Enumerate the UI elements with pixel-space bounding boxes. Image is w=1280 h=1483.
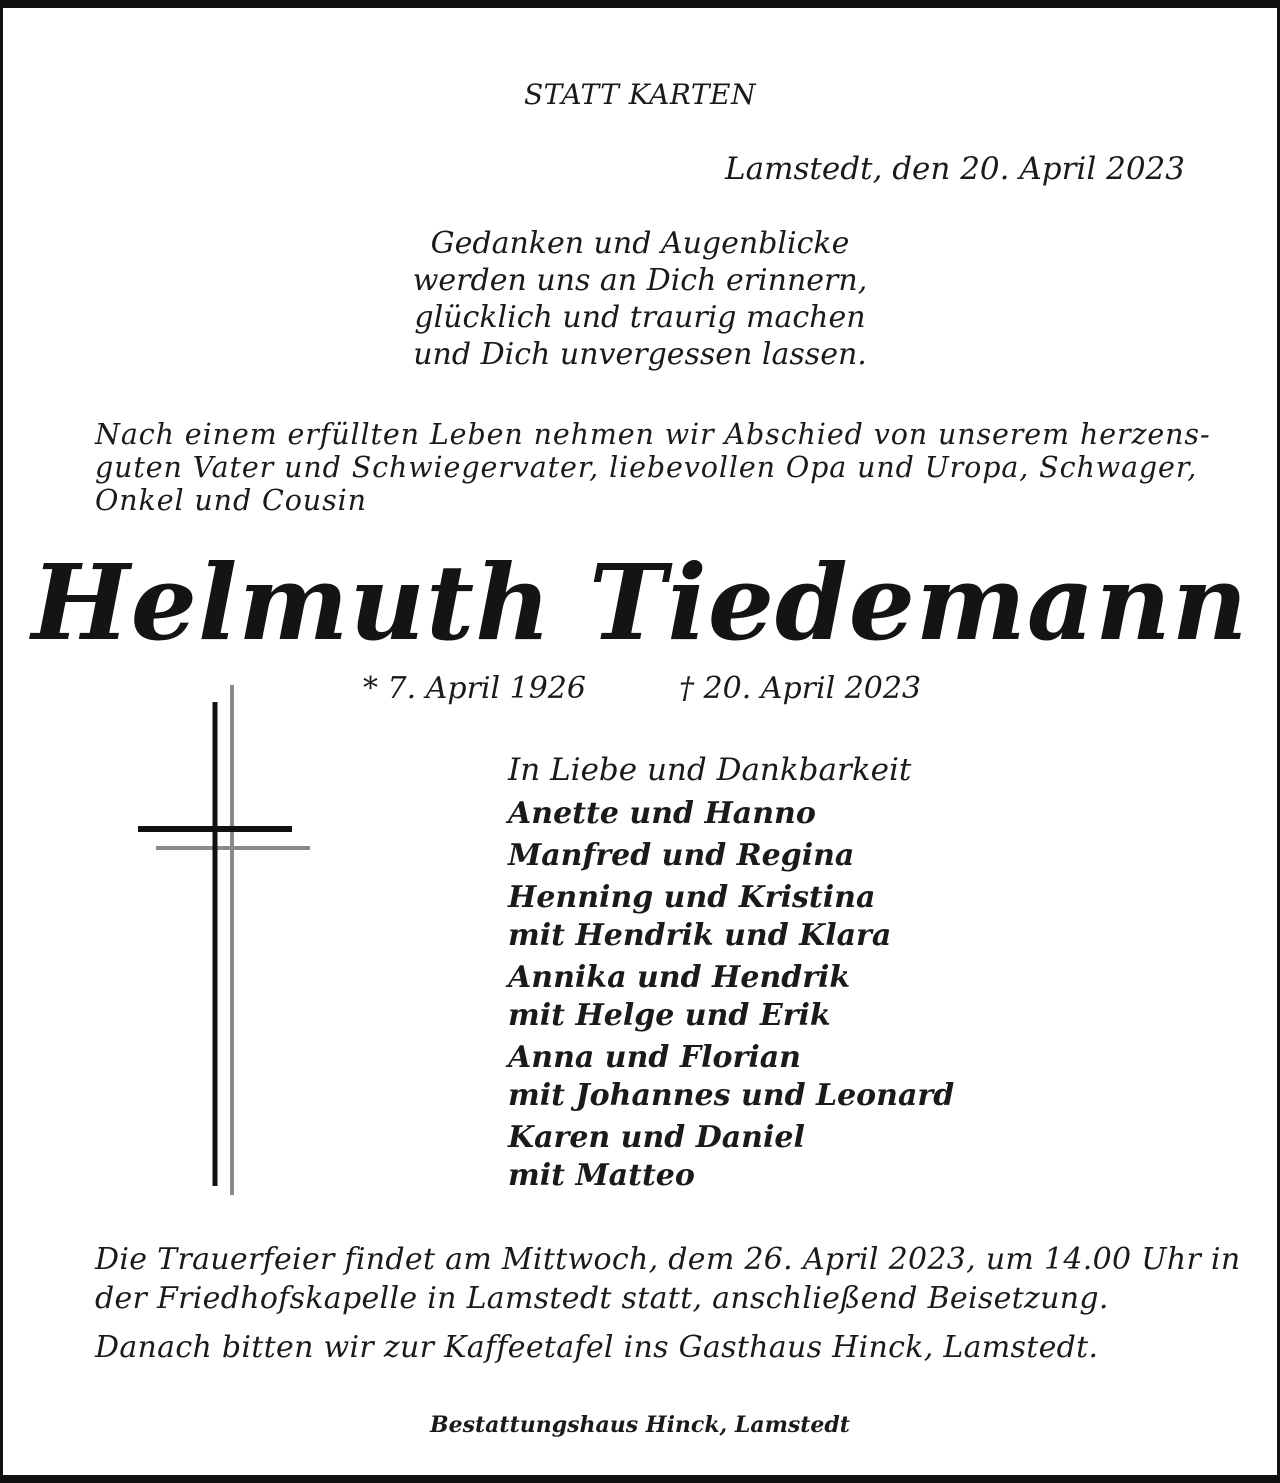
service-line: Die Trauerfeier findet am Mittwoch, dem 26. April 2023, um 14.00 Uhr in (95, 1242, 1241, 1277)
family-line: mit Matteo (508, 1158, 695, 1193)
funeral-home: Bestattungshaus Hinck, Lamstedt (430, 1412, 850, 1438)
family-group (508, 959, 954, 1035)
family-line: Manfred und Regina (508, 838, 855, 873)
intro-text (95, 418, 1210, 517)
love-line: In Liebe und Dankbarkeit (508, 752, 912, 788)
place-date: Lamstedt, den 20. April 2023 (725, 151, 1185, 187)
family-list (508, 795, 954, 1199)
family-line: Annika und Hendrik (508, 960, 851, 995)
intro-line: Onkel und Cousin (95, 484, 367, 517)
intro-line: guten Vater und Schwiegervater, liebevollen Opa und Uropa, Schwager, (95, 451, 1198, 484)
family-group (508, 1039, 954, 1115)
coffee-invitation: Danach bitten wir zur Kaffeetafel ins Gasthaus Hinck, Lamstedt. (95, 1330, 1099, 1365)
poem-line: und Dich unvergessen lassen. (413, 337, 867, 372)
family-group (508, 837, 954, 875)
family-line: Karen und Daniel (508, 1120, 805, 1155)
service-line: der Friedhofskapelle in Lamstedt statt, anschließend Beisetzung. (95, 1281, 1109, 1316)
family-line: Henning und Kristina (508, 880, 876, 915)
poem-line: glücklich und traurig machen (414, 300, 866, 335)
poem (0, 225, 1280, 373)
family-group (508, 795, 954, 833)
header-statt-karten: STATT KARTEN (524, 78, 756, 111)
family-group (508, 879, 954, 955)
service-info (95, 1240, 1240, 1318)
intro-line: Nach einem erfüllten Leben nehmen wir Abschied von unserem herzens- (95, 418, 1211, 451)
birth-date: * 7. April 1926 (363, 671, 586, 706)
poem-line: Gedanken und Augenblicke (430, 226, 850, 261)
family-group (508, 1119, 954, 1195)
family-line: mit Helge und Erik (508, 998, 831, 1033)
cross-icon (130, 680, 320, 1195)
death-date: † 20. April 2023 (679, 671, 922, 706)
deceased-name: Helmuth Tiedemann (31, 541, 1249, 664)
family-line: Anna und Florian (508, 1040, 801, 1075)
family-line: mit Hendrik und Klara (508, 918, 892, 953)
family-line: Anette und Hanno (508, 796, 816, 831)
family-line: mit Johannes und Leonard (508, 1078, 955, 1113)
poem-line: werden uns an Dich erinnern, (412, 263, 868, 298)
